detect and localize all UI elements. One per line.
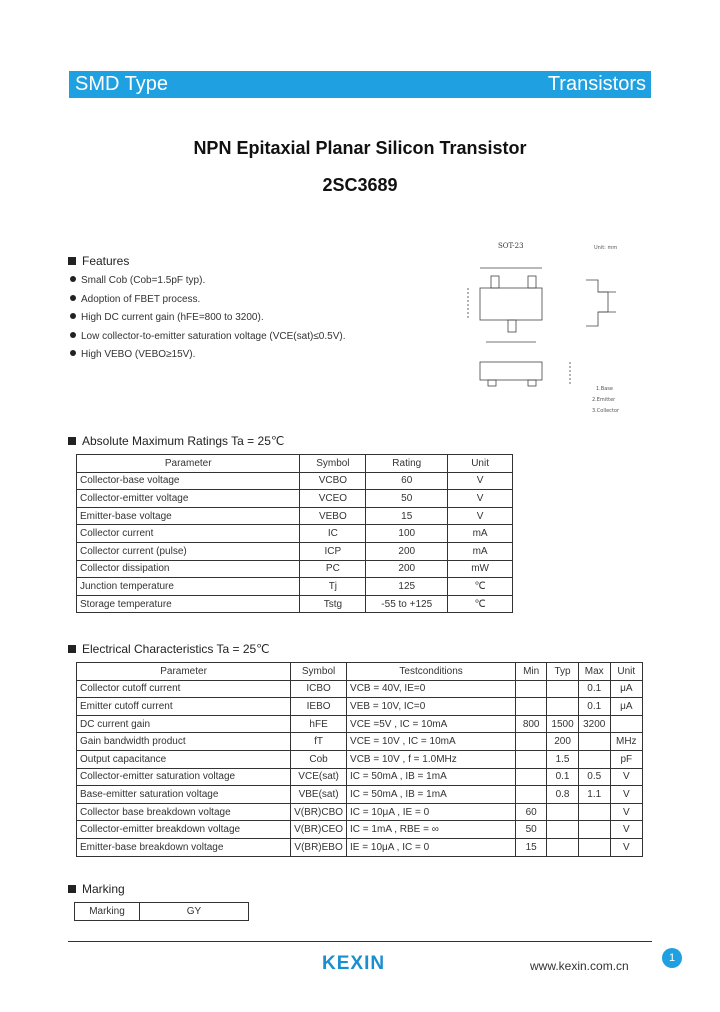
table-cell <box>516 786 547 804</box>
table-cell: VCB = 10V , f = 1.0MHz <box>347 750 516 768</box>
table-cell: mA <box>448 525 513 543</box>
table-cell: 60 <box>516 803 547 821</box>
feature-item: Low collector-to-emitter saturation voltage (VCE(sat)≤0.5V). <box>70 331 345 342</box>
table-cell: Collector dissipation <box>77 560 300 578</box>
table-cell: 0.1 <box>547 768 579 786</box>
table-row <box>77 768 643 786</box>
package-drawing <box>458 240 638 420</box>
table-cell <box>516 750 547 768</box>
table-cell: V(BR)CEO <box>291 821 347 839</box>
table-cell <box>578 838 610 856</box>
table-cell: μA <box>610 698 642 716</box>
column-header: Symbol <box>300 455 366 473</box>
column-header: Min <box>516 663 547 681</box>
feature-item: High DC current gain (hFE=800 to 3200). <box>70 312 264 323</box>
table-cell: Collector current <box>77 525 300 543</box>
table-cell: VBE(sat) <box>291 786 347 804</box>
table-cell <box>516 680 547 698</box>
pin-2-label: 2.Emitter <box>592 397 616 403</box>
table-cell: ICBO <box>291 680 347 698</box>
abs-max-table <box>76 454 513 613</box>
table-cell: IE = 10μA , IC = 0 <box>347 838 516 856</box>
table-row <box>77 507 513 525</box>
table-cell: VEBO <box>300 507 366 525</box>
table-cell: Storage temperature <box>77 595 300 613</box>
table-cell: 1.1 <box>578 786 610 804</box>
table-cell: MHz <box>610 733 642 751</box>
table-cell: PC <box>300 560 366 578</box>
bullet-icon <box>70 295 76 301</box>
column-header: Unit <box>448 455 513 473</box>
table-row <box>77 803 643 821</box>
table-cell: 50 <box>516 821 547 839</box>
company-logo: KEXIN <box>322 953 386 974</box>
marking-table <box>74 902 249 921</box>
pin-3-label: 3.Collector <box>592 408 619 414</box>
table-row <box>77 525 513 543</box>
table-header-row <box>77 663 643 681</box>
table-cell: Collector cutoff current <box>77 680 291 698</box>
package-name: SOT-23 <box>498 242 524 250</box>
table-cell: Output capacitance <box>77 750 291 768</box>
header-banner <box>69 71 651 98</box>
features-heading: Features <box>68 254 129 268</box>
table-cell: V <box>610 821 642 839</box>
table-cell: 200 <box>366 542 448 560</box>
table-cell: 100 <box>366 525 448 543</box>
table-cell <box>578 803 610 821</box>
table-cell: VCEO <box>300 490 366 508</box>
bullet-icon <box>70 313 76 319</box>
marking-heading: Marking <box>68 882 125 896</box>
table-cell: -55 to +125 <box>366 595 448 613</box>
table-cell: ℃ <box>448 578 513 596</box>
table-row <box>77 733 643 751</box>
table-cell: 50 <box>366 490 448 508</box>
table-cell <box>516 733 547 751</box>
table-cell: IC <box>300 525 366 543</box>
table-row <box>77 595 513 613</box>
table-row <box>77 542 513 560</box>
table-cell: Emitter-base voltage <box>77 507 300 525</box>
column-header: Max <box>578 663 610 681</box>
column-header: Rating <box>366 455 448 473</box>
table-cell: V <box>610 768 642 786</box>
part-number: 2SC3689 <box>322 175 398 195</box>
column-header: Testconditions <box>347 663 516 681</box>
abs-max-heading: Absolute Maximum Ratings Ta = 25℃ <box>68 434 284 448</box>
table-row <box>77 472 513 490</box>
table-cell: 0.1 <box>578 698 610 716</box>
package-unit: Unit: mm <box>594 245 618 251</box>
table-cell <box>547 821 579 839</box>
column-header: Parameter <box>77 455 300 473</box>
table-cell: V(BR)CBO <box>291 803 347 821</box>
bullet-icon <box>70 276 76 282</box>
table-cell: 1.5 <box>547 750 579 768</box>
table-cell: Gain bandwidth product <box>77 733 291 751</box>
table-cell: VCE =5V , IC = 10mA <box>347 715 516 733</box>
table-cell: V <box>448 472 513 490</box>
table-cell <box>578 750 610 768</box>
table-cell <box>516 698 547 716</box>
header-left: SMD Type <box>75 73 168 95</box>
table-cell: IC = 50mA , IB = 1mA <box>347 768 516 786</box>
table-cell: ICP <box>300 542 366 560</box>
table-cell: Base-emitter saturation voltage <box>77 786 291 804</box>
table-row <box>77 698 643 716</box>
table-cell: μA <box>610 680 642 698</box>
table-cell: Collector-emitter breakdown voltage <box>77 821 291 839</box>
table-row <box>77 786 643 804</box>
table-cell: V <box>610 786 642 804</box>
table-row <box>77 750 643 768</box>
table-cell <box>516 768 547 786</box>
table-cell: Tstg <box>300 595 366 613</box>
table-cell: mA <box>448 542 513 560</box>
table-cell: V(BR)EBO <box>291 838 347 856</box>
table-cell: 15 <box>516 838 547 856</box>
table-cell: VCE(sat) <box>291 768 347 786</box>
table-header-row <box>77 455 513 473</box>
table-cell: V <box>610 838 642 856</box>
table-cell: 800 <box>516 715 547 733</box>
marking-label: Marking <box>75 903 140 921</box>
table-cell: 0.1 <box>578 680 610 698</box>
table-row <box>77 821 643 839</box>
table-cell: 3200 <box>578 715 610 733</box>
table-cell: Emitter-base breakdown voltage <box>77 838 291 856</box>
table-cell: Tj <box>300 578 366 596</box>
table-cell: VCBO <box>300 472 366 490</box>
table-cell: Collector-emitter saturation voltage <box>77 768 291 786</box>
column-header: Parameter <box>77 663 291 681</box>
page-number: 1 <box>662 948 682 968</box>
table-cell: 0.8 <box>547 786 579 804</box>
table-cell: IEBO <box>291 698 347 716</box>
table-cell <box>578 821 610 839</box>
table-row <box>77 578 513 596</box>
table-cell: Collector-base voltage <box>77 472 300 490</box>
table-cell <box>547 680 579 698</box>
table-cell: Collector current (pulse) <box>77 542 300 560</box>
table-row <box>77 560 513 578</box>
feature-item: Small Cob (Cob=1.5pF typ). <box>70 275 205 286</box>
footer-rule <box>68 941 652 942</box>
table-cell <box>547 803 579 821</box>
table-cell: VCE = 10V , IC = 10mA <box>347 733 516 751</box>
table-cell: Emitter cutoff current <box>77 698 291 716</box>
table-cell: IC = 10μA , IE = 0 <box>347 803 516 821</box>
table-cell: ℃ <box>448 595 513 613</box>
table-cell: V <box>448 490 513 508</box>
table-cell: 15 <box>366 507 448 525</box>
company-url[interactable]: www.kexin.com.cn <box>530 959 629 973</box>
table-cell: Collector-emitter voltage <box>77 490 300 508</box>
table-cell: VEB = 10V, IC=0 <box>347 698 516 716</box>
table-cell: 200 <box>547 733 579 751</box>
elec-heading: Electrical Characteristics Ta = 25℃ <box>68 642 270 656</box>
table-cell: hFE <box>291 715 347 733</box>
feature-item: High VEBO (VEBO≥15V). <box>70 349 195 360</box>
table-cell: 1500 <box>547 715 579 733</box>
pin-1-label: 1.Base <box>596 386 613 392</box>
table-row <box>77 838 643 856</box>
header-right: Transistors <box>547 73 646 95</box>
table-cell: mW <box>448 560 513 578</box>
table-cell: IC = 50mA , IB = 1mA <box>347 786 516 804</box>
doc-title: NPN Epitaxial Planar Silicon Transistor <box>193 138 527 158</box>
table-cell: Junction temperature <box>77 578 300 596</box>
table-cell <box>610 715 642 733</box>
table-cell: fT <box>291 733 347 751</box>
table-cell: Cob <box>291 750 347 768</box>
bullet-icon <box>70 350 76 356</box>
column-header: Symbol <box>291 663 347 681</box>
table-cell: 125 <box>366 578 448 596</box>
table-cell: 0.5 <box>578 768 610 786</box>
table-cell: DC current gain <box>77 715 291 733</box>
marking-value: GY <box>140 903 249 921</box>
elec-table <box>76 662 643 857</box>
table-row <box>77 680 643 698</box>
table-cell <box>547 838 579 856</box>
table-cell: 200 <box>366 560 448 578</box>
column-header: Typ <box>547 663 579 681</box>
table-cell <box>578 733 610 751</box>
table-cell: VCB = 40V, IE=0 <box>347 680 516 698</box>
table-row <box>77 490 513 508</box>
table-row <box>77 715 643 733</box>
table-cell: Collector base breakdown voltage <box>77 803 291 821</box>
table-cell: IC = 1mA , RBE = ∞ <box>347 821 516 839</box>
table-cell: pF <box>610 750 642 768</box>
table-cell: 60 <box>366 472 448 490</box>
feature-item: Adoption of FBET process. <box>70 294 200 305</box>
column-header: Unit <box>610 663 642 681</box>
table-cell: V <box>610 803 642 821</box>
bullet-icon <box>70 332 76 338</box>
table-cell <box>547 698 579 716</box>
table-cell: V <box>448 507 513 525</box>
